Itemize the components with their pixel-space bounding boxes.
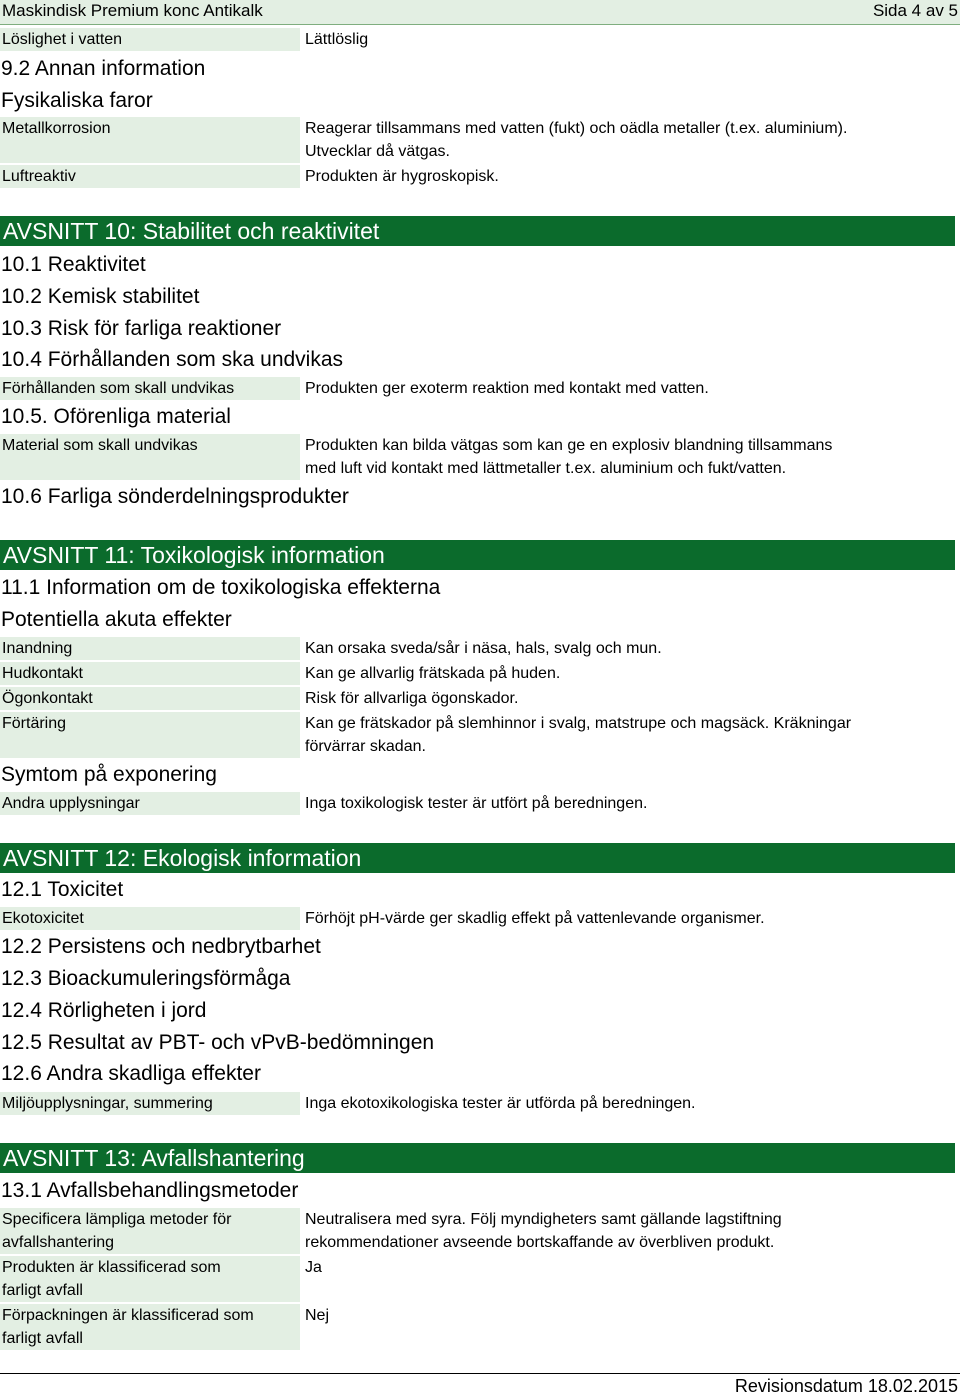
- revision-date: Revisionsdatum 18.02.2015: [734, 1376, 958, 1396]
- solubility-label: Löslighet i vatten: [0, 28, 300, 51]
- solubility-value: Lättlöslig: [305, 31, 369, 48]
- footer-divider: [0, 1373, 960, 1374]
- inhalation-label: Inandning: [0, 637, 300, 660]
- heading-symptoms: Symtom på exponering: [1, 763, 217, 786]
- waste-methods-line2: rekommendationer avseende bortskaffande av överbliven produkt.: [305, 1234, 775, 1251]
- materials-line2: med luft vid kontakt med lättmetaller t.ex. aluminium och fukt/vatten.: [305, 460, 787, 477]
- ingestion-line1: Kan ge frätskador på slemhinnor i svalg, matstrupe och magsäck. Kräkningar: [305, 715, 852, 732]
- metal-corrosion-line1: Reagerar tillsammans med vatten (fukt) och oädla metaller (t.ex. aluminium).: [305, 120, 848, 137]
- heading-10-2: 10.2 Kemisk stabilitet: [1, 285, 200, 308]
- heading-13-1: 13.1 Avfallsbehandlingsmetoder: [1, 1179, 299, 1202]
- heading-12-3: 12.3 Bioackumuleringsförmåga: [1, 967, 291, 990]
- heading-10-4: 10.4 Förhållanden som ska undvikas: [1, 348, 344, 371]
- heading-10-6: 10.6 Farliga sönderdelningsprodukter: [1, 485, 349, 508]
- page-header: [0, 0, 960, 25]
- page-number: Sida 4 av 5: [872, 1, 958, 20]
- conditions-label: Förhållanden som skall undvikas: [0, 377, 300, 400]
- document-title: Maskindisk Premium konc Antikalk: [2, 1, 263, 20]
- metal-corrosion-label: Metallkorrosion: [0, 117, 300, 163]
- air-reactive-label: Luftreaktiv: [0, 165, 300, 188]
- waste-methods-label-line1: Specificera lämpliga metoder för: [2, 1211, 232, 1228]
- materials-line1: Produkten kan bilda vätgas som kan ge en explosiv blandning tillsammans: [305, 437, 833, 454]
- heading-12-6: 12.6 Andra skadliga effekter: [1, 1062, 261, 1085]
- ingestion-line2: förvärrar skadan.: [305, 738, 426, 755]
- packaging-classified-value: Nej: [305, 1307, 330, 1324]
- ecotox-label: Ekotoxicitet: [0, 907, 300, 930]
- heading-12-4: 12.4 Rörligheten i jord: [1, 999, 207, 1022]
- skin-label: Hudkontakt: [0, 662, 300, 685]
- product-classified-value: Ja: [305, 1259, 322, 1276]
- heading-12-5: 12.5 Resultat av PBT- och vPvB-bedömningen: [1, 1031, 435, 1054]
- waste-methods-line1: Neutralisera med syra. Följ myndigheters samt gällande lagstiftning: [305, 1211, 782, 1228]
- heading-physical-hazards: Fysikaliska faror: [1, 89, 153, 112]
- heading-12-1: 12.1 Toxicitet: [1, 878, 124, 901]
- skin-value: Kan ge allvarlig frätskada på huden.: [305, 665, 561, 682]
- inhalation-value: Kan orsaka sveda/sår i näsa, hals, svalg och mun.: [305, 640, 662, 657]
- ecotox-value: Förhöjt pH-värde ger skadlig effekt på vattenlevande organismer.: [305, 910, 765, 927]
- product-classified-label-line1: Produkten är klassificerad som: [2, 1259, 221, 1276]
- eye-value: Risk för allvarliga ögonskador.: [305, 690, 519, 707]
- heading-9-2: 9.2 Annan information: [1, 57, 206, 80]
- other-info-value: Inga toxikologisk tester är utfört på beredningen.: [305, 795, 648, 812]
- heading-12-2: 12.2 Persistens och nedbrytbarhet: [1, 935, 321, 958]
- metal-corrosion-line2: Utvecklar då vätgas.: [305, 143, 450, 160]
- section-13-header: AVSNITT 13: Avfallshantering: [0, 1143, 955, 1173]
- section-12-header: AVSNITT 12: Ekologisk information: [0, 843, 955, 873]
- conditions-value: Produkten ger exoterm reaktion med kontakt med vatten.: [305, 380, 709, 397]
- heading-11-1: 11.1 Information om de toxikologiska effekterna: [1, 576, 441, 599]
- env-summary-label: Miljöupplysningar, summering: [0, 1092, 300, 1115]
- heading-acute-effects: Potentiella akuta effekter: [1, 608, 232, 631]
- waste-methods-label: [0, 1208, 300, 1254]
- env-summary-value: Inga ekotoxikologiska tester är utförda på beredningen.: [305, 1095, 696, 1112]
- heading-10-5: 10.5. Oförenliga material: [1, 405, 231, 428]
- packaging-classified-label-line2: farligt avfall: [2, 1330, 83, 1347]
- packaging-classified-label-line1: Förpackningen är klassificerad som: [2, 1307, 254, 1324]
- ingestion-label: Förtäring: [0, 712, 300, 758]
- eye-label: Ögonkontakt: [0, 687, 300, 710]
- heading-10-1: 10.1 Reaktivitet: [1, 253, 146, 276]
- product-classified-label-line2: farligt avfall: [2, 1282, 83, 1299]
- waste-methods-label-line2: avfallshantering: [2, 1234, 115, 1251]
- product-classified-label: [0, 1256, 300, 1302]
- section-11-header: AVSNITT 11: Toxikologisk information: [0, 540, 955, 570]
- heading-10-3: 10.3 Risk för farliga reaktioner: [1, 317, 282, 340]
- materials-label: Material som skall undvikas: [0, 434, 300, 480]
- section-10-header: AVSNITT 10: Stabilitet och reaktivitet: [0, 216, 955, 246]
- air-reactive-value: Produkten är hygroskopisk.: [305, 168, 499, 185]
- packaging-classified-label: [0, 1304, 300, 1350]
- other-info-label: Andra upplysningar: [0, 792, 300, 815]
